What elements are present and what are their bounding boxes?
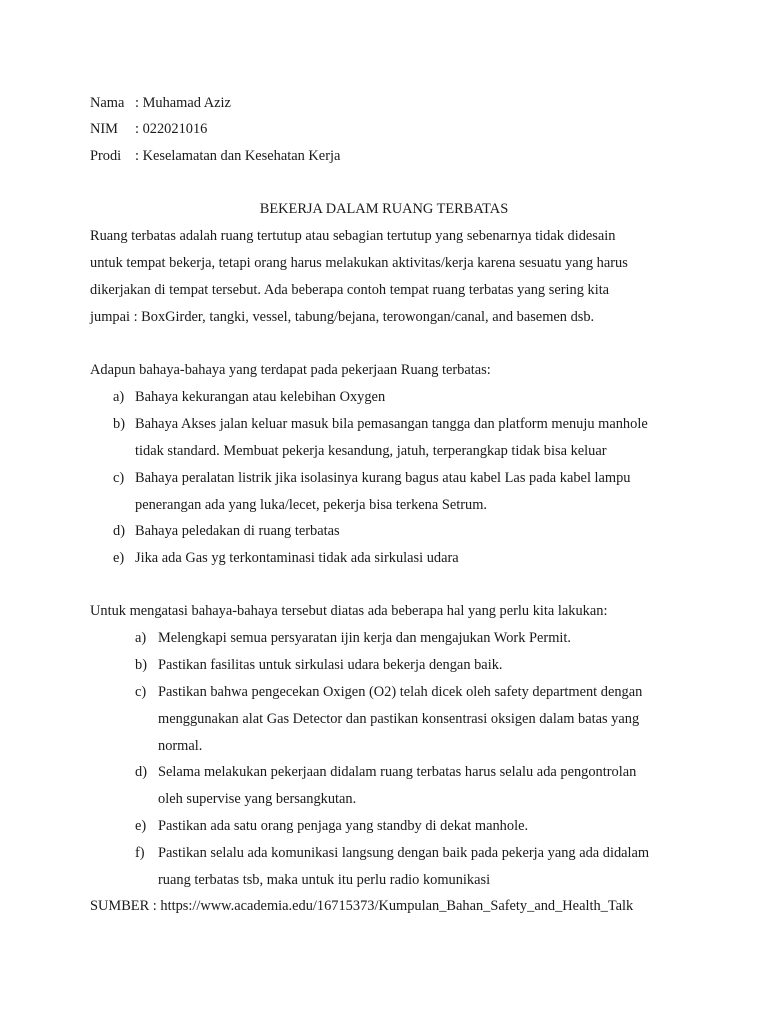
hazard-text: Bahaya kekurangan atau kelebihan Oxygen <box>135 389 386 405</box>
document-title: BEKERJA DALAM RUANG TERBATAS <box>259 201 509 217</box>
field-value-nim: : 022021016 <box>135 121 208 137</box>
field-label-nama: Nama <box>90 95 125 111</box>
measure-text: menggunakan alat Gas Detector dan pastikan konsentrasi oksigen dalam batas yang <box>158 711 640 727</box>
intro-line: untuk tempat bekerja, tetapi orang harus melakukan aktivitas/kerja karena sesuatu yang harus <box>90 255 628 271</box>
field-label-nim: NIM <box>90 121 118 137</box>
hazard-text: Bahaya peledakan di ruang terbatas <box>135 523 340 539</box>
hazard-text: Jika ada Gas yg terkontaminasi tidak ada sirkulasi udara <box>135 550 459 566</box>
field-label-prodi: Prodi <box>90 148 122 164</box>
measure-marker: b) <box>135 657 147 673</box>
field-value-prodi: : Keselamatan dan Kesehatan Kerja <box>135 148 341 164</box>
hazard-text: Bahaya Akses jalan keluar masuk bila pemasangan tangga dan platform menuju manhole <box>135 416 648 432</box>
measure-marker: a) <box>135 630 147 646</box>
measure-marker: d) <box>135 764 147 780</box>
hazard-text: Bahaya peralatan listrik jika isolasinya kurang bagus atau kabel Las pada kabel lampu <box>135 470 631 486</box>
hazard-marker: d) <box>113 523 125 539</box>
hazard-text: penerangan ada yang luka/lecet, pekerja bisa terkena Setrum. <box>135 497 488 513</box>
measure-text: Selama melakukan pekerjaan didalam ruang terbatas harus selalu ada pengontrolan <box>158 764 637 780</box>
measure-text: oleh supervise yang bersangkutan. <box>158 791 357 807</box>
measures-heading: Untuk mengatasi bahaya-bahaya tersebut diatas ada beberapa hal yang perlu kita lakukan: <box>90 603 608 619</box>
intro-line: dikerjakan di tempat tersebut. Ada beberapa contoh tempat ruang terbatas yang sering kita <box>90 282 610 298</box>
measure-marker: f) <box>135 845 145 861</box>
hazard-marker: b) <box>113 416 125 432</box>
hazard-marker: c) <box>113 470 125 486</box>
intro-line: jumpai : BoxGirder, tangki, vessel, tabung/bejana, terowongan/canal, and basemen dsb. <box>90 309 595 325</box>
measure-text: ruang terbatas tsb, maka untuk itu perlu radio komunikasi <box>158 872 491 888</box>
measure-text: Pastikan ada satu orang penjaga yang standby di dekat manhole. <box>158 818 529 834</box>
hazard-marker: a) <box>113 389 125 405</box>
measure-text: Pastikan fasilitas untuk sirkulasi udara bekerja dengan baik. <box>158 657 503 673</box>
hazard-marker: e) <box>113 550 125 566</box>
measure-text: Melengkapi semua persyaratan ijin kerja dan mengajukan Work Permit. <box>158 630 571 646</box>
measure-text: normal. <box>158 738 203 754</box>
hazard-text: tidak standard. Membuat pekerja kesandung, jatuh, terperangkap tidak bisa keluar <box>135 443 607 459</box>
source-line: SUMBER : https://www.academia.edu/16715373/Kumpulan_Bahan_Safety_and_Health_Talk <box>90 898 634 914</box>
field-value-nama: : Muhamad Aziz <box>135 95 231 111</box>
hazards-heading: Adapun bahaya-bahaya yang terdapat pada pekerjaan Ruang terbatas: <box>90 362 491 378</box>
measure-text: Pastikan bahwa pengecekan Oxigen (O2) telah dicek oleh safety department dengan <box>158 684 643 700</box>
measure-text: Pastikan selalu ada komunikasi langsung dengan baik pada pekerja yang ada didalam <box>158 845 650 861</box>
measure-marker: c) <box>135 684 147 700</box>
measure-marker: e) <box>135 818 147 834</box>
intro-line: Ruang terbatas adalah ruang tertutup atau sebagian tertutup yang sebenarnya tidak didesain <box>90 228 616 244</box>
